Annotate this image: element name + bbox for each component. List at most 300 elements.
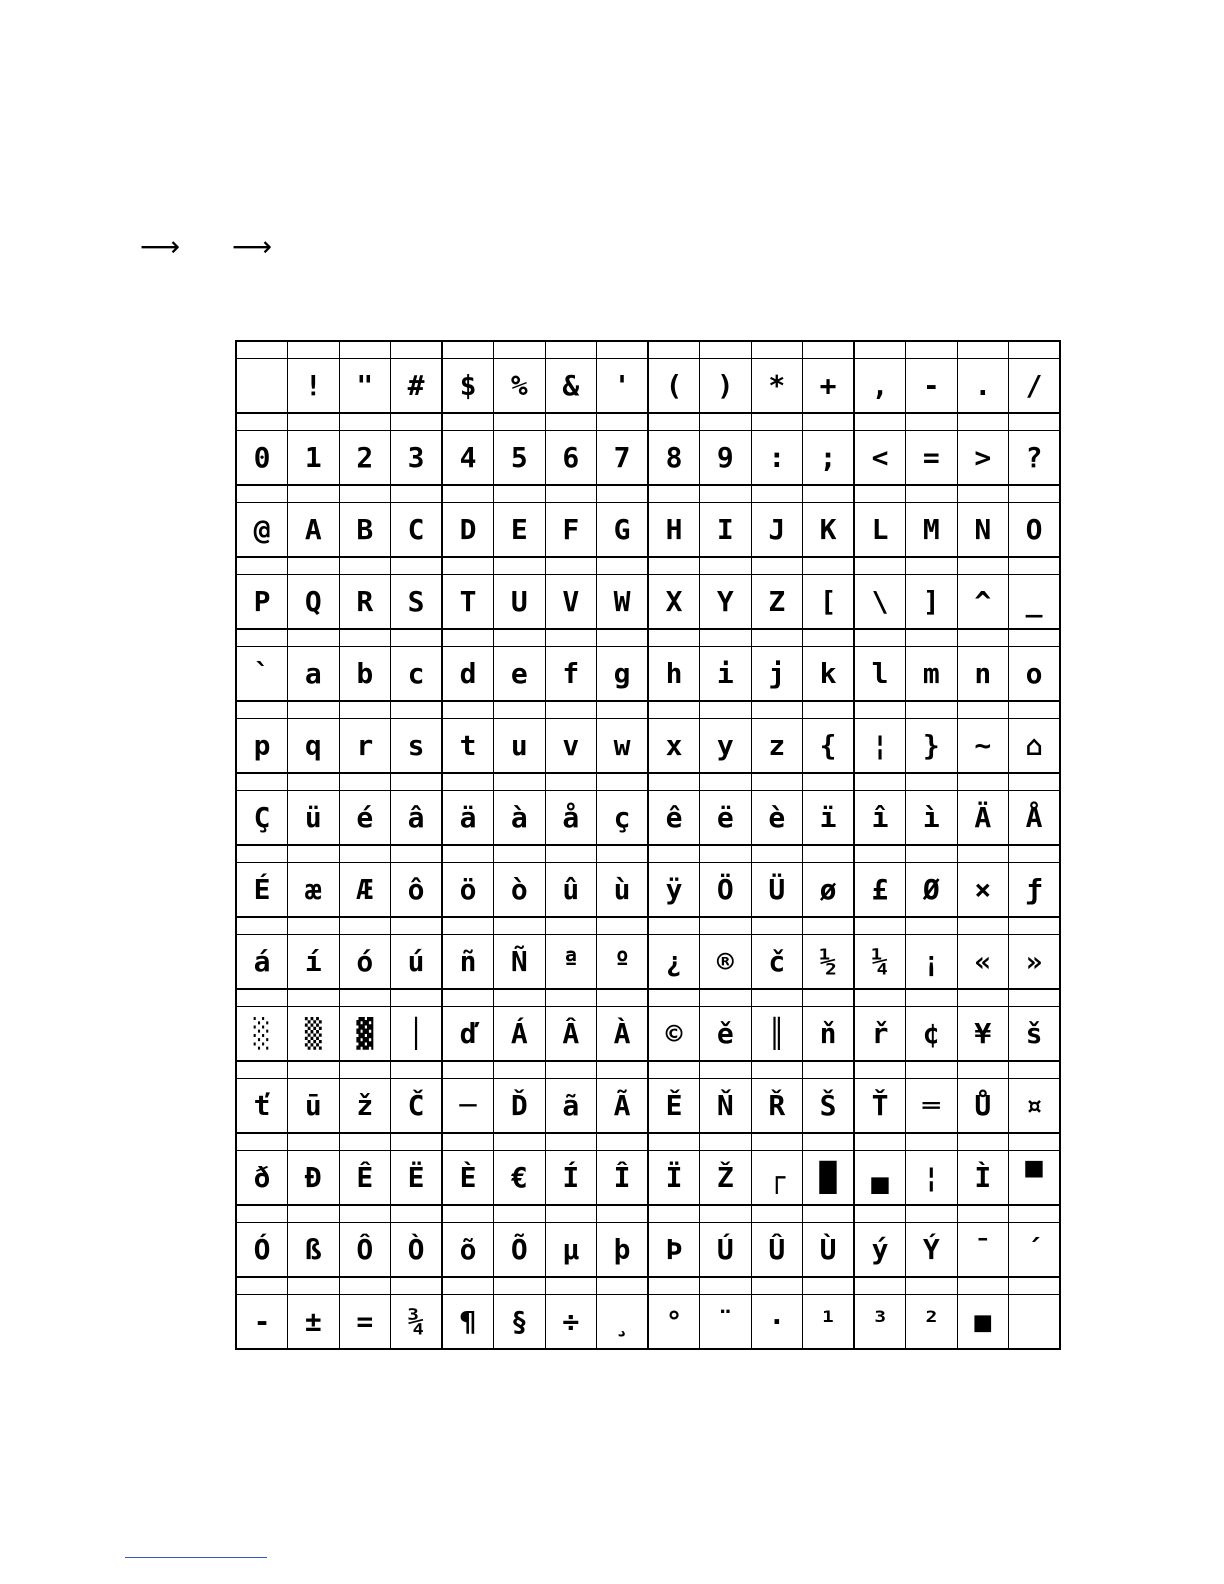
spacer-cell <box>442 341 494 359</box>
spacer-cell <box>700 413 752 431</box>
spacer-cell <box>288 701 340 719</box>
spacer-cell <box>906 773 958 791</box>
glyph-cell: ( <box>648 359 700 414</box>
table-row <box>236 935 1060 990</box>
spacer-cell <box>391 1061 443 1079</box>
glyph-cell: ³ <box>854 1295 906 1350</box>
glyph-cell: T <box>442 575 494 630</box>
glyph-cell: § <box>494 1295 546 1350</box>
spacer-cell <box>442 1205 494 1223</box>
glyph-cell: ř <box>854 1007 906 1062</box>
spacer-cell <box>494 557 546 575</box>
glyph-cell: Ä <box>957 791 1009 846</box>
spacer-cell <box>957 917 1009 935</box>
glyph-cell: ¤ <box>1009 1079 1061 1134</box>
glyph-cell: ¯ <box>957 1223 1009 1278</box>
glyph-cell: Š <box>803 1079 855 1134</box>
spacer-cell <box>442 1061 494 1079</box>
spacer-cell <box>339 557 391 575</box>
spacer-cell <box>751 1205 803 1223</box>
glyph-cell: > <box>957 431 1009 486</box>
spacer-cell <box>288 773 340 791</box>
spacer-cell <box>906 1277 958 1295</box>
spacer-cell <box>236 1133 288 1151</box>
glyph-cell: d <box>442 647 494 702</box>
glyph-cell: æ <box>288 863 340 918</box>
glyph-cell: b <box>339 647 391 702</box>
glyph-cell: ý <box>854 1223 906 1278</box>
glyph-cell: _ <box>1009 575 1061 630</box>
glyph-cell: Ť <box>854 1079 906 1134</box>
glyph-cell: A <box>288 503 340 558</box>
spacer-cell <box>236 773 288 791</box>
glyph-cell: ■ <box>957 1295 1009 1350</box>
glyph-cell: ¦ <box>854 719 906 774</box>
spacer-cell <box>751 557 803 575</box>
glyph-cell: ¢ <box>906 1007 958 1062</box>
glyph-cell: X <box>648 575 700 630</box>
table-spacer-row <box>236 1133 1060 1151</box>
glyph-cell: N <box>957 503 1009 558</box>
glyph-cell: Ý <box>906 1223 958 1278</box>
spacer-cell <box>494 629 546 647</box>
spacer-cell <box>854 1205 906 1223</box>
spacer-cell <box>751 629 803 647</box>
spacer-cell <box>957 341 1009 359</box>
glyph-cell: Q <box>288 575 340 630</box>
glyph-cell: " <box>339 359 391 414</box>
spacer-cell <box>854 413 906 431</box>
glyph-cell: J <box>751 503 803 558</box>
spacer-cell <box>494 341 546 359</box>
glyph-cell: ô <box>391 863 443 918</box>
glyph-cell: Ã <box>597 1079 649 1134</box>
spacer-cell <box>957 485 1009 503</box>
spacer-cell <box>339 1277 391 1295</box>
glyph-cell: \ <box>854 575 906 630</box>
glyph-cell: Đ <box>288 1151 340 1206</box>
glyph-cell: Y <box>700 575 752 630</box>
spacer-cell <box>906 629 958 647</box>
glyph-cell: l <box>854 647 906 702</box>
glyph-cell: t <box>442 719 494 774</box>
spacer-cell <box>339 845 391 863</box>
glyph-cell: Ù <box>803 1223 855 1278</box>
spacer-cell <box>854 629 906 647</box>
glyph-cell: â <box>391 791 443 846</box>
table-row <box>236 1007 1060 1062</box>
spacer-cell <box>906 485 958 503</box>
spacer-cell <box>751 989 803 1007</box>
character-set-body <box>236 341 1060 1349</box>
glyph-cell: < <box>854 431 906 486</box>
glyph-cell: C <box>391 503 443 558</box>
spacer-cell <box>648 629 700 647</box>
spacer-cell <box>957 773 1009 791</box>
spacer-cell <box>700 485 752 503</box>
glyph-cell: ë <box>700 791 752 846</box>
glyph-cell: r <box>339 719 391 774</box>
glyph-cell: * <box>751 359 803 414</box>
spacer-cell <box>751 773 803 791</box>
glyph-cell: 2 <box>339 431 391 486</box>
glyph-cell: ¼ <box>854 935 906 990</box>
spacer-cell <box>854 341 906 359</box>
glyph-cell: » <box>1009 935 1061 990</box>
glyph-cell: ì <box>906 791 958 846</box>
spacer-cell <box>391 341 443 359</box>
glyph-cell: ® <box>700 935 752 990</box>
glyph-cell: ä <box>442 791 494 846</box>
table-row <box>236 1079 1060 1134</box>
spacer-cell <box>751 845 803 863</box>
glyph-cell: # <box>391 359 443 414</box>
glyph-cell: Î <box>597 1151 649 1206</box>
spacer-cell <box>700 1061 752 1079</box>
glyph-cell: š <box>1009 1007 1061 1062</box>
spacer-cell <box>494 1277 546 1295</box>
spacer-cell <box>751 1133 803 1151</box>
glyph-cell: ï <box>803 791 855 846</box>
spacer-cell <box>442 989 494 1007</box>
glyph-cell: Ř <box>751 1079 803 1134</box>
glyph-cell: Ê <box>339 1151 391 1206</box>
spacer-cell <box>494 917 546 935</box>
glyph-cell: € <box>494 1151 546 1206</box>
glyph-cell: 8 <box>648 431 700 486</box>
spacer-cell <box>957 557 1009 575</box>
spacer-cell <box>391 1133 443 1151</box>
glyph-cell: ¶ <box>442 1295 494 1350</box>
spacer-cell <box>957 989 1009 1007</box>
spacer-cell <box>957 701 1009 719</box>
table-row <box>236 1151 1060 1206</box>
glyph-cell: v <box>545 719 597 774</box>
glyph-cell: ¸ <box>597 1295 649 1350</box>
glyph-cell: @ <box>236 503 288 558</box>
glyph-cell: } <box>906 719 958 774</box>
spacer-cell <box>236 1205 288 1223</box>
spacer-cell <box>803 557 855 575</box>
glyph-cell: : <box>751 431 803 486</box>
glyph-cell: - <box>236 1295 288 1350</box>
glyph-cell: ▄ <box>854 1151 906 1206</box>
glyph-cell: c <box>391 647 443 702</box>
spacer-cell <box>339 1133 391 1151</box>
glyph-cell: E <box>494 503 546 558</box>
spacer-cell <box>700 701 752 719</box>
glyph-cell: G <box>597 503 649 558</box>
glyph-cell: ò <box>494 863 546 918</box>
spacer-cell <box>391 773 443 791</box>
spacer-cell <box>494 1061 546 1079</box>
spacer-cell <box>751 485 803 503</box>
spacer-cell <box>494 1133 546 1151</box>
arrow-icon-1: ⟶ <box>140 230 181 263</box>
spacer-cell <box>494 1205 546 1223</box>
spacer-cell <box>236 845 288 863</box>
glyph-cell: ¿ <box>648 935 700 990</box>
spacer-cell <box>597 1061 649 1079</box>
glyph-cell: ó <box>339 935 391 990</box>
spacer-cell <box>442 413 494 431</box>
glyph-cell: ö <box>442 863 494 918</box>
glyph-cell: ÷ <box>545 1295 597 1350</box>
glyph-cell: Û <box>751 1223 803 1278</box>
glyph-cell: Ï <box>648 1151 700 1206</box>
spacer-cell <box>288 341 340 359</box>
glyph-cell: Á <box>494 1007 546 1062</box>
glyph-cell: w <box>597 719 649 774</box>
glyph-cell: Ë <box>391 1151 443 1206</box>
spacer-cell <box>700 1133 752 1151</box>
spacer-cell <box>391 1205 443 1223</box>
glyph-cell: è <box>751 791 803 846</box>
glyph-cell: R <box>339 575 391 630</box>
glyph-cell: ð <box>236 1151 288 1206</box>
spacer-cell <box>288 557 340 575</box>
glyph-cell: + <box>803 359 855 414</box>
character-set-table <box>235 340 1061 1350</box>
glyph-cell: { <box>803 719 855 774</box>
glyph-cell: ═ <box>906 1079 958 1134</box>
spacer-cell <box>597 413 649 431</box>
spacer-cell <box>597 1205 649 1223</box>
spacer-cell <box>1009 701 1061 719</box>
glyph-cell: Ö <box>700 863 752 918</box>
glyph-cell: m <box>906 647 958 702</box>
glyph-cell: Č <box>391 1079 443 1134</box>
glyph-cell: h <box>648 647 700 702</box>
spacer-cell <box>803 701 855 719</box>
spacer-cell <box>236 701 288 719</box>
spacer-cell <box>339 989 391 1007</box>
spacer-cell <box>339 917 391 935</box>
glyph-cell: % <box>494 359 546 414</box>
arrow-icon-2: ⟶ <box>232 230 273 263</box>
glyph-cell: j <box>751 647 803 702</box>
spacer-cell <box>1009 557 1061 575</box>
spacer-cell <box>597 629 649 647</box>
spacer-cell <box>288 629 340 647</box>
spacer-cell <box>494 989 546 1007</box>
spacer-cell <box>442 629 494 647</box>
glyph-cell: 1 <box>288 431 340 486</box>
glyph-cell: ž <box>339 1079 391 1134</box>
spacer-cell <box>803 485 855 503</box>
glyph-cell: 5 <box>494 431 546 486</box>
glyph-cell: u <box>494 719 546 774</box>
glyph-cell: ^ <box>957 575 1009 630</box>
spacer-cell <box>1009 989 1061 1007</box>
spacer-cell <box>854 773 906 791</box>
glyph-cell: û <box>545 863 597 918</box>
spacer-cell <box>545 1061 597 1079</box>
spacer-cell <box>442 1277 494 1295</box>
table-spacer-row <box>236 413 1060 431</box>
table-row <box>236 575 1060 630</box>
spacer-cell <box>339 485 391 503</box>
glyph-cell: « <box>957 935 1009 990</box>
spacer-cell <box>854 989 906 1007</box>
spacer-cell <box>236 989 288 1007</box>
glyph-cell: Ô <box>339 1223 391 1278</box>
spacer-cell <box>545 413 597 431</box>
glyph-cell: ~ <box>957 719 1009 774</box>
glyph-cell: ´ <box>1009 1223 1061 1278</box>
table-spacer-row <box>236 701 1060 719</box>
glyph-cell: o <box>1009 647 1061 702</box>
glyph-cell: Ø <box>906 863 958 918</box>
glyph-cell: í <box>288 935 340 990</box>
spacer-cell <box>751 1277 803 1295</box>
spacer-cell <box>803 1133 855 1151</box>
spacer-cell <box>545 917 597 935</box>
glyph-cell: s <box>391 719 443 774</box>
spacer-cell <box>854 485 906 503</box>
glyph-cell: - <box>906 359 958 414</box>
glyph-cell: Õ <box>494 1223 546 1278</box>
spacer-cell <box>751 701 803 719</box>
spacer-cell <box>1009 1061 1061 1079</box>
glyph-cell: ú <box>391 935 443 990</box>
spacer-cell <box>854 557 906 575</box>
glyph-cell: p <box>236 719 288 774</box>
glyph-cell: ¡ <box>906 935 958 990</box>
spacer-cell <box>803 629 855 647</box>
spacer-cell <box>391 1277 443 1295</box>
glyph-cell: ` <box>236 647 288 702</box>
glyph-cell: Ç <box>236 791 288 846</box>
table-spacer-row <box>236 773 1060 791</box>
table-spacer-row <box>236 1205 1060 1223</box>
spacer-cell <box>957 845 1009 863</box>
spacer-cell <box>957 629 1009 647</box>
spacer-cell <box>597 341 649 359</box>
glyph-cell: Ü <box>751 863 803 918</box>
spacer-cell <box>803 341 855 359</box>
spacer-cell <box>906 341 958 359</box>
glyph-cell: ┌ <box>751 1151 803 1206</box>
spacer-cell <box>597 989 649 1007</box>
glyph-cell: ª <box>545 935 597 990</box>
glyph-cell: ' <box>597 359 649 414</box>
spacer-cell <box>236 341 288 359</box>
spacer-cell <box>648 1061 700 1079</box>
glyph-cell: Æ <box>339 863 391 918</box>
glyph-cell: ? <box>1009 431 1061 486</box>
spacer-cell <box>803 989 855 1007</box>
spacer-cell <box>854 917 906 935</box>
glyph-cell: ! <box>288 359 340 414</box>
glyph-cell: f <box>545 647 597 702</box>
glyph-cell: ň <box>803 1007 855 1062</box>
glyph-cell: ¹ <box>803 1295 855 1350</box>
spacer-cell <box>648 845 700 863</box>
spacer-cell <box>339 629 391 647</box>
spacer-cell <box>494 413 546 431</box>
spacer-cell <box>648 485 700 503</box>
table-row <box>236 359 1060 414</box>
glyph-cell: ã <box>545 1079 597 1134</box>
spacer-cell <box>391 989 443 1007</box>
spacer-cell <box>1009 413 1061 431</box>
glyph-cell: ñ <box>442 935 494 990</box>
spacer-cell <box>288 1061 340 1079</box>
glyph-cell: ▒ <box>288 1007 340 1062</box>
spacer-cell <box>236 1277 288 1295</box>
table-spacer-row <box>236 629 1060 647</box>
spacer-cell <box>648 701 700 719</box>
glyph-cell: Ñ <box>494 935 546 990</box>
spacer-cell <box>597 845 649 863</box>
spacer-cell <box>545 1205 597 1223</box>
spacer-cell <box>494 701 546 719</box>
glyph-cell: ø <box>803 863 855 918</box>
glyph-cell: 4 <box>442 431 494 486</box>
spacer-cell <box>288 917 340 935</box>
glyph-cell: ù <box>597 863 649 918</box>
glyph-cell: À <box>597 1007 649 1062</box>
glyph-cell: ⌂ <box>1009 719 1061 774</box>
glyph-cell: ) <box>700 359 752 414</box>
spacer-cell <box>339 773 391 791</box>
glyph-cell: Z <box>751 575 803 630</box>
glyph-cell: B <box>339 503 391 558</box>
glyph-cell: ě <box>700 1007 752 1062</box>
spacer-cell <box>906 701 958 719</box>
glyph-cell: ; <box>803 431 855 486</box>
glyph-cell: ² <box>906 1295 958 1350</box>
spacer-cell <box>1009 629 1061 647</box>
spacer-cell <box>906 1061 958 1079</box>
glyph-cell: ê <box>648 791 700 846</box>
spacer-cell <box>545 341 597 359</box>
table-spacer-row <box>236 917 1060 935</box>
glyph-cell: ÿ <box>648 863 700 918</box>
spacer-cell <box>906 845 958 863</box>
glyph-cell: x <box>648 719 700 774</box>
spacer-cell <box>545 773 597 791</box>
spacer-cell <box>442 1133 494 1151</box>
table-spacer-row <box>236 989 1060 1007</box>
spacer-cell <box>597 917 649 935</box>
spacer-cell <box>339 341 391 359</box>
spacer-cell <box>339 1061 391 1079</box>
spacer-cell <box>545 557 597 575</box>
spacer-cell <box>288 413 340 431</box>
table-spacer-row <box>236 557 1060 575</box>
glyph-cell: ─ <box>442 1079 494 1134</box>
spacer-cell <box>700 629 752 647</box>
table-row <box>236 1223 1060 1278</box>
glyph-cell: ± <box>288 1295 340 1350</box>
spacer-cell <box>648 341 700 359</box>
glyph-cell: Þ <box>648 1223 700 1278</box>
spacer-cell <box>391 485 443 503</box>
glyph-cell: H <box>648 503 700 558</box>
glyph-cell: D <box>442 503 494 558</box>
glyph-cell: ¥ <box>957 1007 1009 1062</box>
spacer-cell <box>1009 485 1061 503</box>
spacer-cell <box>288 1133 340 1151</box>
glyph-cell: Ž <box>700 1151 752 1206</box>
glyph-cell: y <box>700 719 752 774</box>
glyph-cell: Ì <box>957 1151 1009 1206</box>
spacer-cell <box>288 1277 340 1295</box>
spacer-cell <box>648 557 700 575</box>
spacer-cell <box>854 845 906 863</box>
